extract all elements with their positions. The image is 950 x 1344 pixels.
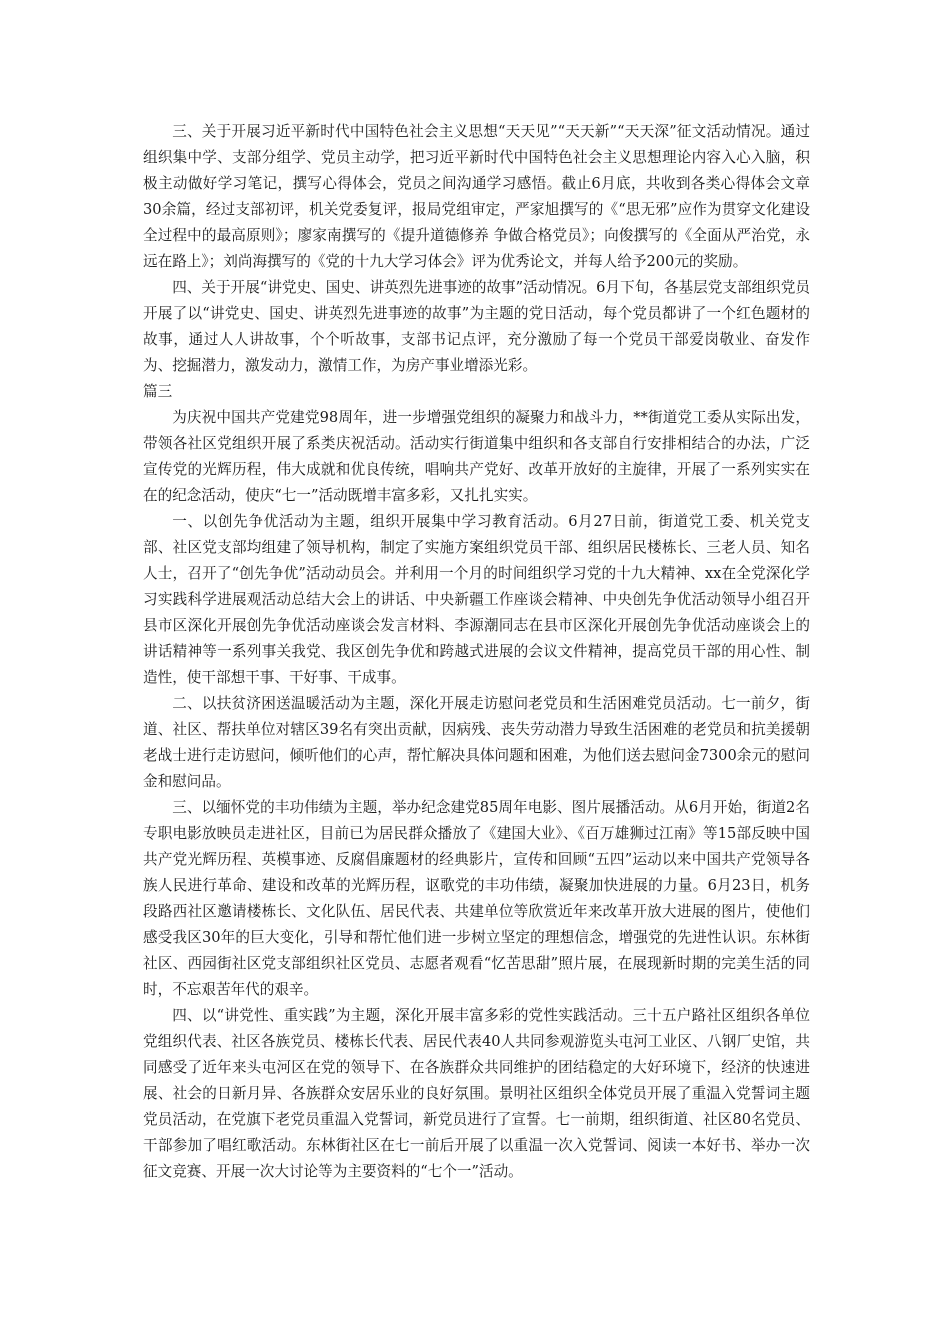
paragraph-essay-activity: 三、关于开展习近平新时代中国特色社会主义思想“天天见”“天天新”“天天深”征文活动情况。通过组织集中学、支部分组学、党员主动学，把习近平新时代中国特色社会主义思想理论内容入心入脑，积极主动做好学习笔记，撰写心得体会，党员之间沟通学习感悟。截止6月底，共收到各类心得体会文章30余篇，经过支部初评，机关党委复评，报局党组审定，严家旭撰写的《“思无邪”应作为贯穿文化建设全过程中的最高原则》；廖家南撰写的《提升道德修养 争做合格党员》；向俊撰写的《全面从严治党，永远在路上》；刘尚海撰写的《党的十九大学习体会》评为优秀论文，并每人给予200元的奖励。 — [143, 123, 810, 270]
paragraph-item-4: 四、以“讲党性、重实践”为主题，深化开展丰富多彩的党性实践活动。三十五户路社区组织各单位党组织代表、社区各族党员、楼栋长代表、居民代表40人共同参观游览头屯河工业区、八钢厂史馆，共同感受了近年来头屯河区在党的领导下、在各族群众共同维护的团结稳定的大好环境下，经济的快速进展、社会的日新月异、各族群众安居乐业的良好氛围。景明社区组织全体党员开展了重温入党誓词主题党员活动，在党旗下老党员重温入党誓词，新党员进行了宣誓。七一前期，组织街道、社区80名党员、干部参加了唱红歌活动。东林街社区在七一前后开展了以重温一次入党誓词、阅读一本好书、举办一次征文竞赛、开展一次大讨论等为主要资料的“七个一”活动。 — [143, 1007, 810, 1180]
paragraph-item-2: 二、以扶贫济困送温暖活动为主题，深化开展走访慰问老党员和生活困难党员活动。七一前夕，街道、社区、帮扶单位对辖区39名有突出贡献，因病残、丧失劳动潜力导致生活困难的老党员和抗美援朝老战士进行走访慰问，倾听他们的心声，帮忙解决具体问题和困难，为他们送去慰问金7300余元的慰问金和慰问品。 — [143, 695, 810, 790]
paragraph-item-3: 三、以缅怀党的丰功伟绩为主题，举办纪念建党85周年电影、图片展播活动。从6月开始，街道2名专职电影放映员走进社区，目前已为居民群众播放了《建国大业》、《百万雄狮过江南》等15部反映中国共产党光辉历程、英模事迹、反腐倡廉题材的经典影片，宣传和回顾“五四”运动以来中国共产党领导各族人民进行革命、建设和改革的光辉历程，讴歌党的丰功伟绩，凝聚加快进展的力量。6月23日，机务段路西社区邀请楼栋长、文化队伍、居民代表、共建单位等欣赏近年来改革开放大进展的图片，使他们感受我区30年的巨大变化，引导和帮忙他们进一步树立坚定的理想信念，增强党的先进性认识。东林街社区、西园街社区党支部组织社区党员、志愿者观看“忆苦思甜”照片展，在展现新时期的完美生活的同时，不忘艰苦年代的艰辛。 — [143, 799, 810, 998]
paragraph-item-1: 一、以创先争优活动为主题，组织开展集中学习教育活动。6月27日前，街道党工委、机关党支部、社区党支部均组建了领导机构，制定了实施方案组织党员干部、组织居民楼栋长、三老人员、知名人士，召开了“创先争优”活动动员会。并利用一个月的时间组织学习党的十九大精神、xx在全党深化学习实践科学进展观活动总结大会上的讲话、中央新疆工作座谈会精神、中央创先争优活动领导小组召开县市区深化开展创先争优活动座谈会发言材料、李源潮同志在县市区深化开展创先争优活动座谈会上的讲话精神等一系列事关我党、我区创先争优和跨越式进展的会议文件精神，提高党员干部的用心性、制造性，使干部想干事、干好事、干成事。 — [143, 513, 810, 686]
section-heading: 篇三 — [143, 383, 173, 400]
paragraph-story-activity: 四、关于开展“讲党史、国史、讲英烈先进事迹的故事”活动情况。6月下旬，各基层党支部组织党员开展了以“讲党史、国史、讲英烈先进事迹的故事”为主题的党日活动，每个党员都讲了一个红色题材的故事，通过人人讲故事，个个听故事，支部书记点评，充分激励了每一个党员干部爱岗敬业、奋发作为、挖掘潜力，激发动力，激情工作，为房产事业增添光彩。 — [143, 279, 810, 374]
document-body — [143, 119, 810, 1185]
paragraph-intro: 为庆祝中国共产党建党98周年，进一步增强党组织的凝聚力和战斗力，**街道党工委从实际出发，带领各社区党组织开展了系类庆祝活动。活动实行街道集中组织和各支部自行安排相结合的办法，广泛宣传党的光辉历程，伟大成就和优良传统，唱响共产党好、改革开放好的主旋律，开展了一系列实实在在的纪念活动，使庆“七一”活动既增丰富多彩，又扎扎实实。 — [143, 409, 810, 504]
